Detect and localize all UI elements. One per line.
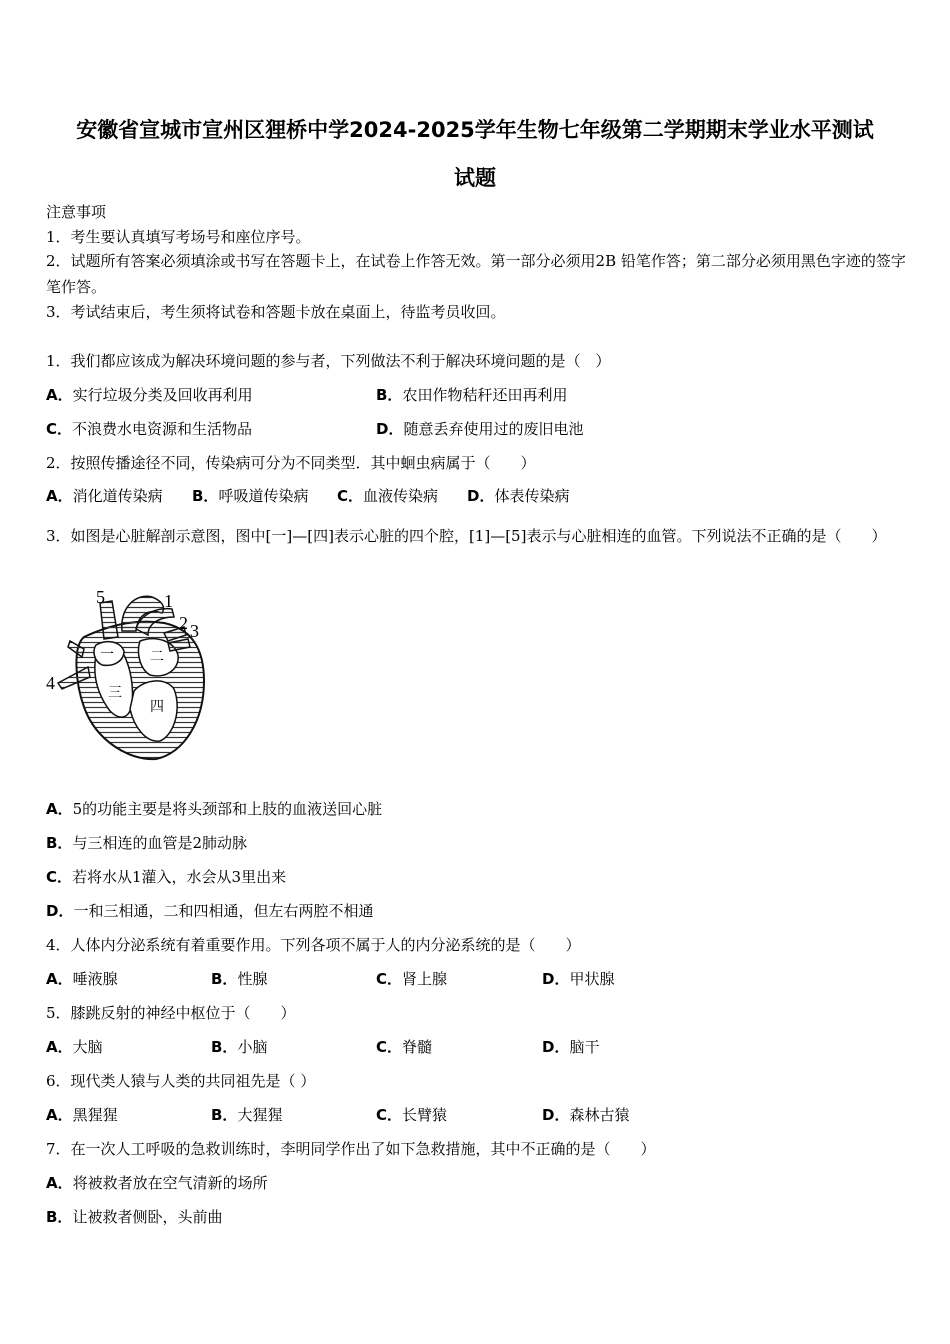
question-2-option-d[interactable]: D．体表传染病 <box>467 487 570 505</box>
figure-label-1: 1 <box>164 591 173 611</box>
notice-item: 3．考试结束后，考生须将试卷和答题卡放在桌面上，待监考员收回。 <box>46 303 506 321</box>
figure-label-5: 5 <box>96 587 105 607</box>
question-2-option-c[interactable]: C．血液传染病 <box>337 487 439 505</box>
question-6-option-d[interactable]: D．森林古猿 <box>542 1106 630 1124</box>
question-1-option-b[interactable]: B．农田作物秸秆还田再利用 <box>376 386 568 404</box>
figure-label-3: 3 <box>190 621 199 641</box>
heart-diagram <box>44 585 216 767</box>
question-3-option-b[interactable]: B．与三相连的血管是2肺动脉 <box>46 834 247 852</box>
question-6-stem: 6．现代类人猿与人类的共同祖先是（ ） <box>46 1072 316 1090</box>
figure-label-chamber-3: 三 <box>108 685 122 701</box>
question-1-option-c[interactable]: C．不浪费水电资源和生活物品 <box>46 420 253 438</box>
question-3-option-d[interactable]: D．一和三相通，二和四相通，但左右两腔不相通 <box>46 902 374 920</box>
question-6-option-b[interactable]: B．大猩猩 <box>211 1106 283 1124</box>
figure-label-chamber-2: 二 <box>150 649 164 665</box>
notice-item: 2．试题所有答案必须填涂或书写在答题卡上，在试卷上作答无效。第一部分必须用2B 铅笔作答；第二部分必须用黑色字迹的签字笔作答。 <box>46 252 906 296</box>
question-4-option-b[interactable]: B．性腺 <box>211 970 268 988</box>
question-4-option-a[interactable]: A．唾液腺 <box>46 970 118 988</box>
question-7-option-b[interactable]: B．让被救者侧卧，头前曲 <box>46 1208 223 1226</box>
question-2-option-b[interactable]: B．呼吸道传染病 <box>192 487 309 505</box>
page-title-continued: 试题 <box>454 166 496 190</box>
question-3-stem: 3．如图是心脏解剖示意图，图中[一]—[四]表示心脏的四个腔，[1]—[5]表示与心脏相连的血管。下列说法不正确的是（ ） <box>46 527 887 545</box>
question-4-option-d[interactable]: D．甲状腺 <box>542 970 615 988</box>
question-7-stem: 7．在一次人工呼吸的急救训练时，李明同学作出了如下急救措施，其中不正确的是（ ） <box>46 1140 656 1158</box>
figure-label-chamber-4: 四 <box>150 699 164 715</box>
page-title: 安徽省宣城市宣州区狸桥中学2024-2025学年生物七年级第二学期期末学业水平测试 <box>76 118 874 142</box>
question-5-option-c[interactable]: C．脊髓 <box>376 1038 433 1056</box>
question-7-option-a[interactable]: A．将被救者放在空气清新的场所 <box>46 1174 268 1192</box>
question-6-option-a[interactable]: A．黑猩猩 <box>46 1106 118 1124</box>
question-3-option-c[interactable]: C．若将水从1灌入，水会从3里出来 <box>46 868 287 886</box>
question-3-option-a[interactable]: A．5的功能主要是将头颈部和上肢的血液送回心脏 <box>46 800 383 818</box>
question-2-option-a[interactable]: A．消化道传染病 <box>46 487 163 505</box>
question-2-stem: 2．按照传播途径不同，传染病可分为不同类型．其中蛔虫病属于（ ） <box>46 454 536 472</box>
question-5-option-d[interactable]: D．脑干 <box>542 1038 600 1056</box>
question-4-stem: 4．人体内分泌系统有着重要作用。下列各项不属于人的内分泌系统的是（ ） <box>46 936 581 954</box>
question-5-stem: 5．膝跳反射的神经中枢位于（ ） <box>46 1004 296 1022</box>
question-1-stem: 1．我们都应该成为解决环境问题的参与者，下列做法不利于解决环境问题的是（ ） <box>46 352 611 370</box>
figure-label-chamber-1: 一 <box>100 647 114 663</box>
question-1-option-d[interactable]: D．随意丢弃使用过的废旧电池 <box>376 420 584 438</box>
figure-label-4: 4 <box>46 673 55 693</box>
question-4-option-c[interactable]: C．肾上腺 <box>376 970 448 988</box>
question-5-option-a[interactable]: A．大脑 <box>46 1038 103 1056</box>
figure-label-2: 2 <box>179 613 188 633</box>
notice-heading: 注意事项 <box>46 203 107 221</box>
question-1-option-a[interactable]: A．实行垃圾分类及回收再利用 <box>46 386 253 404</box>
question-5-option-b[interactable]: B．小脑 <box>211 1038 268 1056</box>
question-6-option-c[interactable]: C．长臂猿 <box>376 1106 448 1124</box>
notice-item: 1．考生要认真填写考场号和座位序号。 <box>46 228 311 246</box>
